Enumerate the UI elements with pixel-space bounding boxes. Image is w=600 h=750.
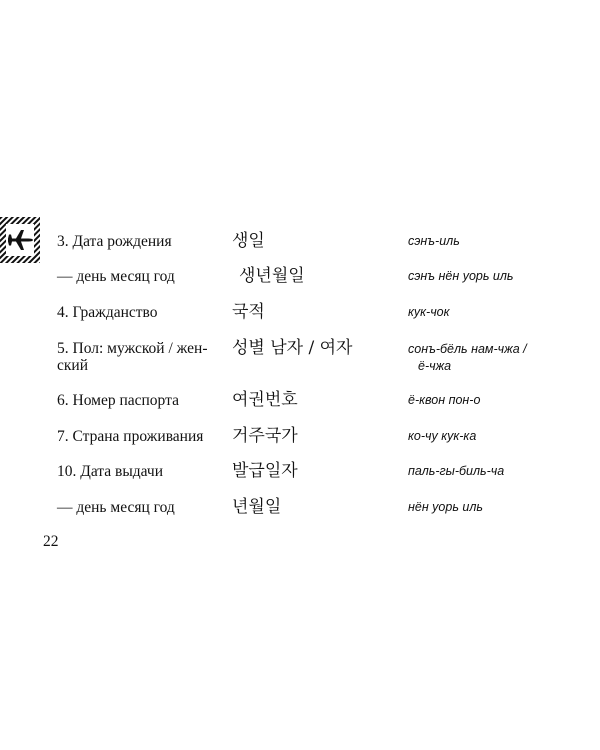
phrase-row (0, 462, 600, 496)
transliteration: паль-гы-биль-ча (408, 464, 505, 478)
russian-phrase: 3. Дата рождения (57, 233, 172, 250)
russian-phrase: — день месяц год (57, 499, 175, 516)
phrase-row (0, 427, 600, 461)
phrase-row (0, 266, 600, 300)
korean-phrase: 생일 (232, 231, 265, 251)
russian-phrase: 7. Страна проживания (57, 428, 204, 445)
korean-phrase: 생년월일 (239, 266, 305, 286)
transliteration-line1: сонъ-бёль нам-чжа / (408, 342, 527, 356)
russian-phrase-line2: ский (57, 357, 88, 374)
korean-phrase: 여권번호 (232, 390, 298, 410)
russian-phrase: 6. Номер паспорта (57, 392, 179, 409)
transliteration: сэнъ нён уорь иль (408, 269, 514, 283)
russian-phrase: — день месяц год (57, 268, 175, 285)
phrase-row (0, 231, 600, 265)
korean-phrase: 발급일자 (232, 461, 298, 481)
transliteration: нён уорь иль (408, 500, 483, 514)
russian-phrase (57, 340, 208, 374)
page-number: 22 (43, 533, 59, 550)
korean-phrase: 거주국가 (232, 426, 298, 446)
russian-phrase-line1: 5. Пол: мужской / жен- (57, 340, 208, 357)
russian-phrase: 10. Дата выдачи (57, 463, 163, 480)
transliteration: ё-квон пон-о (408, 393, 481, 407)
russian-phrase: 4. Гражданство (57, 304, 158, 321)
phrase-row (0, 391, 600, 425)
phrase-row (0, 498, 600, 532)
phrase-row (0, 339, 600, 379)
korean-phrase: 국적 (232, 302, 265, 322)
transliteration (408, 341, 527, 375)
transliteration: кук-чок (408, 305, 450, 319)
transliteration-line2: ё-чжа (418, 359, 452, 373)
transliteration: сэнъ-иль (408, 234, 460, 248)
transliteration: ко-чу кук-ка (408, 429, 477, 443)
korean-phrase: 년월일 (232, 497, 282, 517)
phrase-row (0, 303, 600, 337)
korean-phrase: 성별 남자 / 여자 (232, 338, 353, 358)
